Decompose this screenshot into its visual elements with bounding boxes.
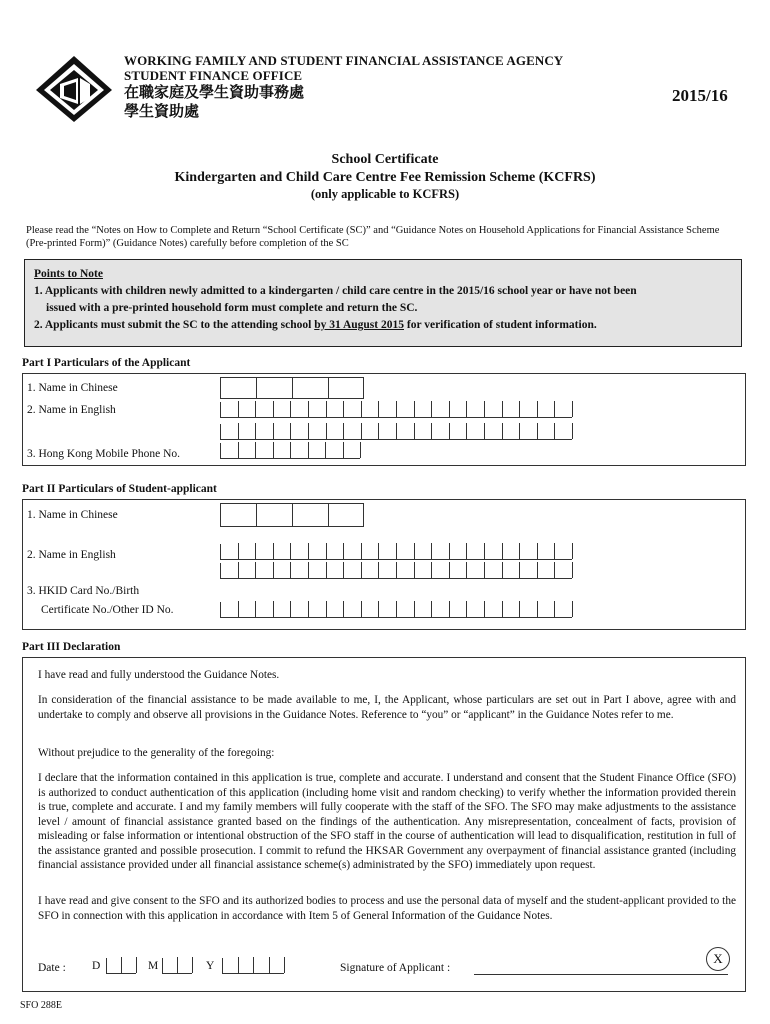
char-cell-divider [343,562,344,578]
decl-para-1: I have read and fully understood the Guidance Notes. [38,669,280,681]
agency-name-zh: 在職家庭及學生資助事務處 [124,83,305,101]
char-cell-divider [253,957,254,973]
char-cell-divider [326,401,327,417]
char-cell-divider [502,562,503,578]
char-cell-divider [238,401,239,417]
char-cell-divider [396,601,397,617]
form-code: SFO 288E [20,1000,62,1011]
char-cell-divider [284,957,285,973]
char-cell-divider [273,543,274,559]
char-cell-divider [177,957,178,973]
agency-logo [34,54,114,124]
char-cell-divider [273,442,274,458]
part3-heading: Part III Declaration [22,641,121,653]
char-cell-divider [269,957,270,973]
char-cell-divider [484,562,485,578]
char-cell-divider [290,543,291,559]
date-year-label: Y [206,960,215,972]
char-cell-divider [396,423,397,439]
part1-heading: Part I Particulars of the Applicant [22,357,191,369]
part1-name-en-row2[interactable] [220,424,572,440]
char-cell-divider [378,601,379,617]
scheme-note: (only applicable to KCFRS) [310,187,460,201]
char-cell-divider [238,601,239,617]
char-cell-divider [502,401,503,417]
char-cell-divider [484,601,485,617]
char-cell-divider [238,442,239,458]
char-cell-divider [484,423,485,439]
char-cell-divider [449,401,450,417]
char-cell-divider [396,401,397,417]
char-cell-divider [255,401,256,417]
points-heading: Points to Note [34,268,103,280]
char-box[interactable] [328,503,364,527]
point-1: 1. Applicants with children newly admitted to a kindergarten / child care centre in the 2015/16 school year or have not been [34,285,637,297]
part1-name-en-row1[interactable] [220,402,572,418]
char-cell-divider [378,423,379,439]
char-cell-divider [290,401,291,417]
part2-hkid-label-2: Certificate No./Other ID No. [41,604,174,616]
part1-phone-label: 3. Hong Kong Mobile Phone No. [27,448,181,460]
office-name-en: STUDENT FINANCE OFFICE [124,68,303,83]
char-cell-divider [484,401,485,417]
char-cell-divider [290,423,291,439]
char-cell-divider [308,543,309,559]
part2-name-en-row1[interactable] [220,544,572,560]
decl-para-4: I declare that the information contained in this application is true, complete and accurate. I understand and consent that the Student Finance Office (SFO) is authorized to conduct authentication of this application (including home visit and random checking) to verify whether the information provided therein is true, complete and accurate. I and my family members will fully cooperate with the staff of the SFO. The SFO may make adjustments to the assistance level / amount of financial assistance granted based on the findings of the authentication. Any misrepresentation, concealment of facts, provision of misleading or false information or intentional obstruction of the SFO staff in the course of authentication will lead to disqualification, restitution in full of the assistance granted and possible prosecution. I commit to refund the HKSAR Government any overpayment of financial assistance granted (including financial assistance provided under all financial assistance scheme(s) administrated by the SFO) immediately upon request. [38,772,736,871]
char-cell-divider [361,562,362,578]
char-cell-divider [326,601,327,617]
char-cell-divider [554,543,555,559]
char-cell-divider [192,957,193,973]
char-box[interactable] [292,503,328,527]
part2-name-en-label: 2. Name in English [27,549,116,561]
date-day-label: D [92,960,101,972]
char-cell-divider [554,401,555,417]
char-cell-divider [238,423,239,439]
char-cell-divider [343,543,344,559]
points-to-note-box [24,259,742,347]
char-cell-divider [255,423,256,439]
char-cell-divider [449,562,450,578]
part2-name-zh-boxes[interactable] [220,503,364,527]
char-cell-divider [326,562,327,578]
char-cell-divider [519,562,520,578]
char-cell-divider [466,543,467,559]
char-cell-divider [361,543,362,559]
char-cell-divider [431,401,432,417]
part2-hkid-boxes[interactable] [220,602,572,618]
agency-name-en: WORKING FAMILY AND STUDENT FINANCIAL ASSISTANCE AGENCY [124,53,564,68]
char-cell-divider [308,423,309,439]
char-cell-divider [554,601,555,617]
char-cell-divider [273,401,274,417]
char-cell-divider [255,442,256,458]
char-cell-divider [378,401,379,417]
char-cell-divider [238,562,239,578]
char-cell-divider [502,423,503,439]
char-cell-divider [431,601,432,617]
char-cell-divider [414,562,415,578]
char-cell-divider [484,543,485,559]
school-year: 2015/16 [672,86,728,105]
part1-phone-boxes[interactable] [220,443,360,459]
char-box[interactable] [328,377,364,399]
char-cell-divider [361,601,362,617]
char-cell-divider [414,601,415,617]
point-2 [34,317,597,334]
intro-text: Please read the “Notes on How to Complete and Return “School Certificate (SC)” and “Guidance Notes on Household Applications for Financial Assistance Scheme (Pre-printed Form)” (Guidance Notes) carefully before completion of the SC [26,225,720,249]
char-cell-divider [308,401,309,417]
signature-label: Signature of Applicant : [340,962,451,974]
char-cell-divider [554,423,555,439]
date-label: Date : [38,962,66,974]
char-cell-divider [308,601,309,617]
char-cell-divider [414,423,415,439]
char-cell-divider [273,423,274,439]
char-cell-divider [238,543,239,559]
char-cell-divider [519,423,520,439]
char-cell-divider [343,601,344,617]
char-cell-divider [572,543,573,559]
char-cell-divider [431,423,432,439]
char-cell-divider [519,401,520,417]
signature-line[interactable] [474,960,728,975]
char-cell-divider [449,601,450,617]
char-cell-divider [572,562,573,578]
char-cell-divider [136,957,137,973]
char-cell-divider [449,423,450,439]
char-cell-divider [255,543,256,559]
part2-hkid-label-1: 3. HKID Card No./Birth [27,585,140,597]
char-cell-divider [519,543,520,559]
decl-para-5: I have read and give consent to the SFO and its authorized bodies to process and use the personal data of myself and the student-applicant provided to the SFO in connection with this application in accordance with Item 5 of General Information of the Guidance Notes. [38,895,736,922]
char-cell-divider [537,401,538,417]
form-title: School Certificate [331,152,439,167]
char-cell-divider [361,423,362,439]
char-cell-divider [537,543,538,559]
char-box[interactable] [220,503,256,527]
char-cell-divider [466,601,467,617]
char-cell-divider [466,401,467,417]
scheme-title: Kindergarten and Child Care Centre Fee Remission Scheme (KCFRS) [174,170,596,185]
char-cell-divider [273,562,274,578]
char-cell-divider [290,601,291,617]
char-cell-divider [572,601,573,617]
char-cell-divider [414,543,415,559]
char-box[interactable] [256,503,292,527]
point-2-text: 2. Applicants must submit the SC to the attending school [34,319,315,331]
decl-para-3: Without prejudice to the generality of the foregoing: [38,747,275,759]
char-cell-divider [361,401,362,417]
char-cell-divider [572,423,573,439]
char-cell-divider [255,562,256,578]
char-cell-divider [121,957,122,973]
point-1-cont: issued with a pre-printed household form must complete and return the SC. [46,302,418,314]
date-month-label: M [148,960,159,972]
char-cell-divider [343,442,344,458]
char-cell-divider [554,562,555,578]
char-cell-divider [502,543,503,559]
part1-name-zh-boxes[interactable] [220,377,364,399]
char-cell-divider [255,601,256,617]
char-cell-divider [326,543,327,559]
office-name-zh: 學生資助處 [124,102,200,120]
date-month-boxes[interactable] [162,958,192,974]
char-cell-divider [273,601,274,617]
part1-name-zh-label: 1. Name in Chinese [27,382,118,394]
char-cell-divider [378,562,379,578]
char-cell-divider [537,601,538,617]
point-2-deadline: by 31 August 2015 [314,319,404,331]
char-cell-divider [431,562,432,578]
char-cell-divider [396,543,397,559]
char-cell-divider [378,543,379,559]
char-cell-divider [519,601,520,617]
char-cell-divider [360,442,361,458]
date-day-boxes[interactable] [106,958,136,974]
signature-mark-x: X [706,947,730,971]
char-cell-divider [290,442,291,458]
part2-heading: Part II Particulars of Student-applicant [22,483,217,495]
char-cell-divider [502,601,503,617]
char-cell-divider [466,562,467,578]
char-cell-divider [343,401,344,417]
char-cell-divider [326,423,327,439]
part1-name-en-label: 2. Name in English [27,404,116,416]
char-cell-divider [238,957,239,973]
char-box[interactable] [292,377,328,399]
char-cell-divider [308,442,309,458]
point-2-tail: for verification of student information. [404,319,597,331]
part2-name-zh-label: 1. Name in Chinese [27,509,118,521]
char-cell-divider [414,401,415,417]
char-cell-divider [537,423,538,439]
char-box[interactable] [256,377,292,399]
char-cell-divider [466,423,467,439]
char-cell-divider [572,401,573,417]
char-cell-divider [343,423,344,439]
char-cell-divider [431,543,432,559]
char-box[interactable] [220,377,256,399]
char-cell-divider [290,562,291,578]
char-cell-divider [537,562,538,578]
char-cell-divider [325,442,326,458]
char-cell-divider [449,543,450,559]
part2-name-en-row2[interactable] [220,563,572,579]
decl-para-2: In consideration of the financial assistance to be made available to me, I, the Applicant, whose particulars are set out in Part I above, agree with and undertake to comply and observe all provisions in the Guidance Notes. Reference to “you” or “applicant” in the Guidance Notes refer to me. [38,694,736,721]
char-cell-divider [396,562,397,578]
char-cell-divider [308,562,309,578]
date-year-boxes[interactable] [222,958,284,974]
